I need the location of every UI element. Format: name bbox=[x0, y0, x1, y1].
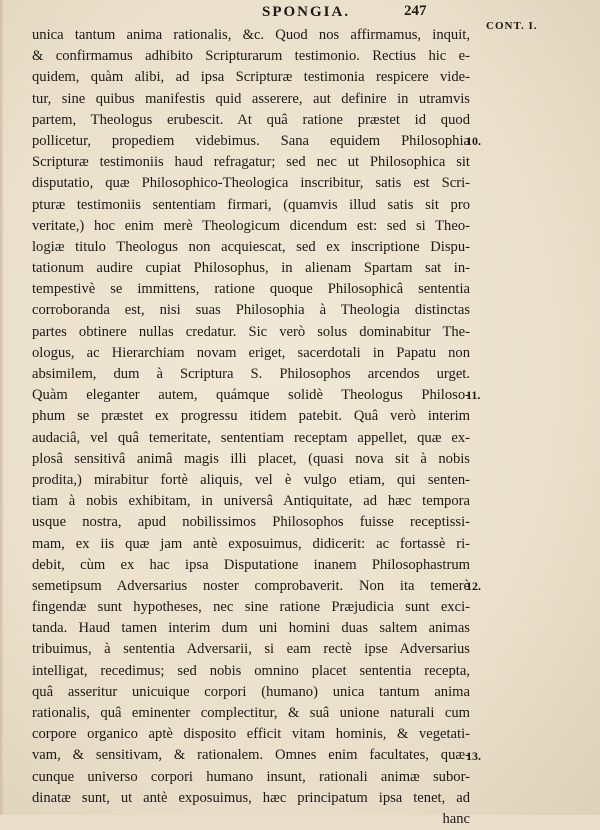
page-header bbox=[0, 2, 600, 32]
text-line: partes obtinere nullas credatur. Sic verò solus dominabitur The- bbox=[32, 323, 470, 340]
text-line: cunque universo corpori humano insunt, rationali animæ subor- bbox=[32, 768, 470, 785]
text-line: Quàm eleganter autem, quámque solidè Theologus Philoso- bbox=[32, 387, 470, 404]
text-line: tiam à nobis exhibitam, in universâ Antiquitate, ad hæc tempora bbox=[32, 493, 470, 510]
margin-section-number: 13. bbox=[466, 748, 481, 763]
text-line: disputatio, quæ Philosophico-Theologica inscribitur, satis est Scri- bbox=[32, 175, 470, 192]
gutter-shadow bbox=[0, 0, 4, 815]
text-line: rationalis, quâ eminenter complectitur, & suâ unione naturali cum bbox=[32, 705, 470, 721]
margin-section-number: 12. bbox=[466, 579, 481, 594]
text-line: pollicetur, propediem videbimus. Sana equidem Philosophia bbox=[32, 132, 470, 149]
margin-section-number: 10. bbox=[466, 134, 481, 148]
text-line: corroboranda est, nisi suas Philosophia à Theologia distinctas bbox=[32, 302, 470, 319]
text-line: mam, ex iis quæ jam antè exposuimus, didicerit: ac fortassè ri- bbox=[32, 535, 470, 552]
text-line: tribuimus, à sententia Adversarii, si eam rectè ipse Adversarius bbox=[32, 641, 470, 658]
text-line: audaciâ, vel quâ temeritate, sententiam receptam appellet, quæ ex- bbox=[32, 429, 470, 446]
text-line: prodita,) mirabitur fortè aliquis, vel è vulgo etiam, qui senten- bbox=[32, 471, 470, 488]
text-line: pturæ testimoniis sententiam firmari, (quamvis illud satis sit pro bbox=[32, 196, 470, 213]
text-line: absimilem, dum à Scriptura S. Philosophos arcendos urget. bbox=[32, 366, 470, 382]
text-line: logiæ titulo Theologus non acquiescat, sed ex inscriptione Dispu- bbox=[32, 238, 470, 255]
body-text bbox=[32, 25, 470, 830]
margin-heading: CONT. I. bbox=[486, 20, 538, 32]
text-line: quidem, quàm alibi, ad ipsa Scripturæ testimonia respicere vide- bbox=[32, 69, 470, 86]
text-line: tempestivè se immittens, ratione quoque Philosophicâ sententia bbox=[32, 281, 470, 298]
text-line: debit, cùm ex hac ipsa Disputatione inanem Philosophastrum bbox=[32, 556, 470, 573]
text-line: tanda. Haud tamen interim dum uni homini duas saltem animas bbox=[32, 620, 470, 637]
text-line: fingendæ sunt hypotheses, nec sine ratione Præjudicia sunt exci- bbox=[32, 599, 470, 616]
text-line: plosâ sensitivâ animâ magis illi placet, (quasi nova sit à nobis bbox=[32, 450, 470, 467]
text-line: partem, Theologus erubescit. At quâ ratione præstet id quod bbox=[32, 111, 470, 128]
text-line: corpore organico aptè disposito efficit vitam hominis, & vegetati- bbox=[32, 726, 470, 743]
text-line: Scripturæ testimoniis haud refragatur; sed nec ut Philosophica sit bbox=[32, 154, 470, 171]
page-number: 247 bbox=[404, 3, 427, 19]
text-line: usque nostra, apud nobilissimos Philosophos fuisse receptissi- bbox=[32, 514, 470, 531]
text-line: phum se præstet ex progressu itidem patebit. Quâ verò interim bbox=[32, 408, 470, 425]
margin-section-number: 11. bbox=[466, 388, 481, 403]
text-line: unica tantum anima rationalis, &c. Quod nos affirmamus, inquit, bbox=[32, 27, 470, 43]
text-line: vam, & sensitivam, & rationalem. Omnes enim facultates, quæ- bbox=[32, 747, 470, 764]
text-line: intelligat, recedimus; sed nobis omnino placet sententia recepta, bbox=[32, 662, 470, 679]
text-line: veritate,) hoc enim merè Theologicum dicendum est: sed si Theo- bbox=[32, 217, 470, 234]
text-line: tur, sine quibus manifestis quid asserere, aut definire in utramvis bbox=[32, 90, 470, 107]
text-line: quâ asseritur unicuique corpori (humano) unica tantum anima bbox=[32, 683, 470, 700]
text-line: ologus, ac Hierarchiam novam eriget, sacerdotali in Papatu non bbox=[32, 344, 470, 361]
text-line: tationum audire cupiat Philosophus, in alienam Spartam sat in- bbox=[32, 260, 470, 277]
text-line: & confirmamus adhibito Scripturarum testimonio. Rectius hic e- bbox=[32, 48, 470, 65]
text-line: dinatæ sunt, ut antè exposuimus, hæc principatum ipsa tenet, ad bbox=[32, 789, 470, 806]
text-line: semetipsum Adversarius noster comprobaverit. Non ita temerè bbox=[32, 577, 470, 594]
text-line: hanc bbox=[442, 810, 470, 827]
running-head: SPONGIA. bbox=[262, 4, 351, 20]
